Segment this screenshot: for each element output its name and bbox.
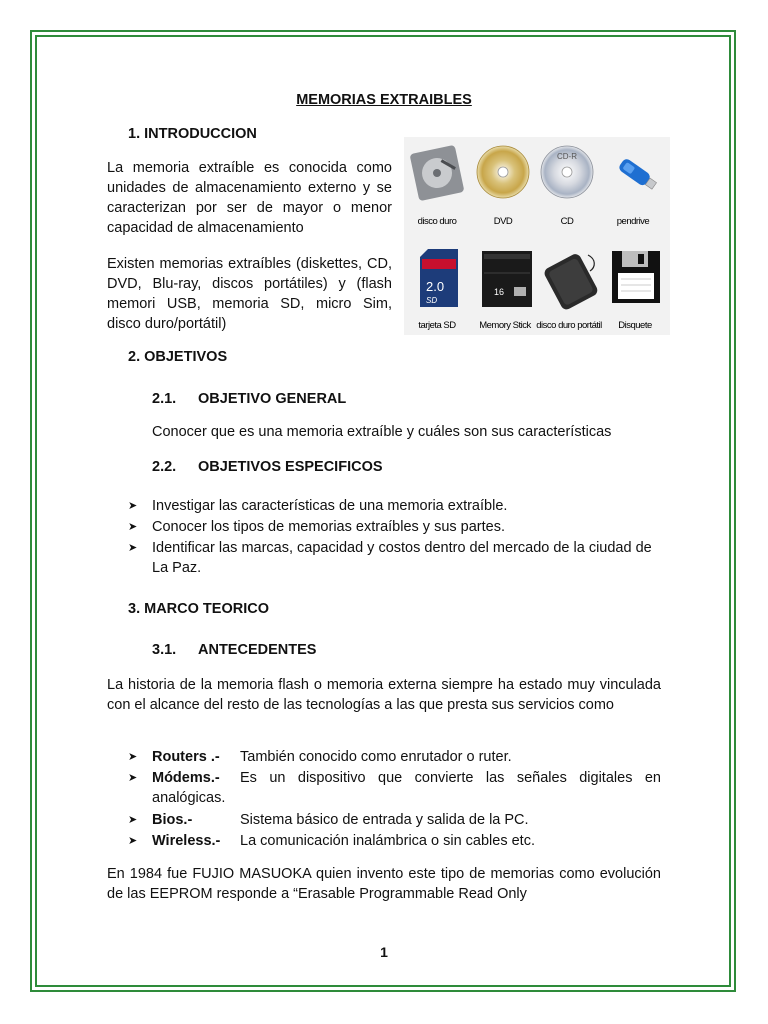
intro-paragraph-2: Existen memorias extraíbles (diskettes, CD, DVD, Blu-ray, discos portátiles) y (flash memori USB, memoria SD, micro Sim, disco duro/portátil) — [107, 256, 392, 332]
final-paragraph: En 1984 fue FUJIO MASUOKA quien invento este tipo de memorias como evolución de las EEPROM responde a “Erasable Programmable Read Only — [107, 866, 661, 902]
objective-item — [128, 538, 661, 578]
history-paragraph: La historia de la memoria flash o memoria externa siempre ha estado muy vinculada con el alcance del resto de las tecnologías a las que presta sus servicios como — [107, 677, 661, 713]
sd-capacity-label: 2.0 — [426, 279, 445, 294]
caption-disco-duro: disco duro — [417, 216, 457, 227]
objective-text: Identificar las marcas, capacidad y costos dentro del mercado de la ciudad de La Paz. — [152, 540, 652, 576]
memory-stick-item — [474, 241, 536, 333]
device-description: También conocido como enrutador o ruter. — [240, 749, 512, 765]
diskette-icon — [608, 245, 664, 315]
device-item — [128, 831, 661, 851]
device-description: La comunicación inalámbrica o sin cables etc. — [240, 833, 535, 849]
intro-paragraph-1: La memoria extraíble es conocida como unidades de almacenamiento externo y se caracterizan por ser de mayor o menor capacidad de almacenamiento — [107, 160, 392, 236]
memory-stick-capacity: 16 — [494, 287, 505, 297]
section-2-1-heading: OBJETIVO GENERAL — [198, 391, 347, 407]
arrow-bullet-icon: ➤ — [128, 542, 138, 554]
cd-icon — [540, 143, 596, 203]
objective-item — [128, 496, 661, 516]
pendrive-icon — [606, 143, 662, 203]
dvd-item — [472, 139, 534, 231]
section-3-1-number: 3.1. — [152, 642, 177, 658]
device-term: Bios.- — [152, 812, 193, 828]
caption-disco-duro-portatil: disco duro portátil — [536, 320, 602, 331]
section-2-heading: 2. OBJETIVOS — [128, 349, 228, 365]
section-1-heading: 1. INTRODUCCION — [128, 126, 257, 142]
objective-text: Investigar las características de una memoria extraíble. — [152, 498, 508, 514]
device-item — [128, 747, 661, 767]
svg-text:SD: SD — [426, 296, 438, 305]
document-title: MEMORIAS EXTRAIBLES — [296, 92, 472, 108]
objetivo-general-text: Conocer que es una memoria extraíble y cuáles son sus características — [152, 424, 612, 440]
cd-label: CD-R — [557, 152, 577, 161]
section-3-heading: 3. MARCO TEORICO — [128, 601, 269, 617]
device-item — [128, 810, 661, 830]
caption-dvd: DVD — [493, 216, 513, 227]
arrow-bullet-icon: ➤ — [128, 751, 138, 763]
hard-disk-icon — [410, 143, 464, 203]
hard-disk-item — [406, 139, 468, 231]
pendrive-item — [602, 139, 664, 231]
sd-card-item — [406, 241, 468, 333]
device-term: Wireless.- — [152, 833, 221, 849]
portable-disk-item — [536, 241, 602, 333]
device-description: Es un dispositivo que convierte las señales digitales en analógicas. — [152, 770, 661, 806]
section-2-2-number: 2.2. — [152, 459, 177, 475]
dvd-icon — [476, 143, 532, 203]
page-number: 1 — [380, 944, 388, 960]
diskette-item — [604, 241, 666, 333]
caption-disquete: Disquete — [618, 320, 652, 331]
arrow-bullet-icon: ➤ — [128, 814, 138, 826]
device-description: Sistema básico de entrada y salida de la PC. — [240, 812, 529, 828]
cd-item — [536, 139, 598, 231]
arrow-bullet-icon: ➤ — [128, 521, 138, 533]
caption-cd: CD — [560, 216, 574, 227]
sd-card-icon — [410, 245, 466, 315]
caption-memory-stick: Memory Stick — [479, 320, 531, 331]
objective-item — [128, 517, 661, 537]
device-term: Routers .- — [152, 749, 220, 765]
caption-pendrive: pendrive — [616, 216, 650, 227]
device-item — [128, 768, 661, 808]
portable-disk-icon — [540, 245, 600, 315]
caption-tarjeta-sd: tarjeta SD — [418, 320, 456, 331]
arrow-bullet-icon: ➤ — [128, 500, 138, 512]
device-term: Módems.- — [152, 770, 220, 786]
section-3-1-heading: ANTECEDENTES — [198, 642, 317, 658]
arrow-bullet-icon: ➤ — [128, 835, 138, 847]
objective-text: Conocer los tipos de memorias extraíbles y sus partes. — [152, 519, 505, 535]
arrow-bullet-icon: ➤ — [128, 772, 138, 784]
memory-stick-icon — [478, 245, 534, 315]
section-2-2-heading: OBJETIVOS ESPECIFICOS — [198, 459, 383, 475]
section-2-1-number: 2.1. — [152, 391, 177, 407]
storage-devices-image — [404, 137, 670, 335]
